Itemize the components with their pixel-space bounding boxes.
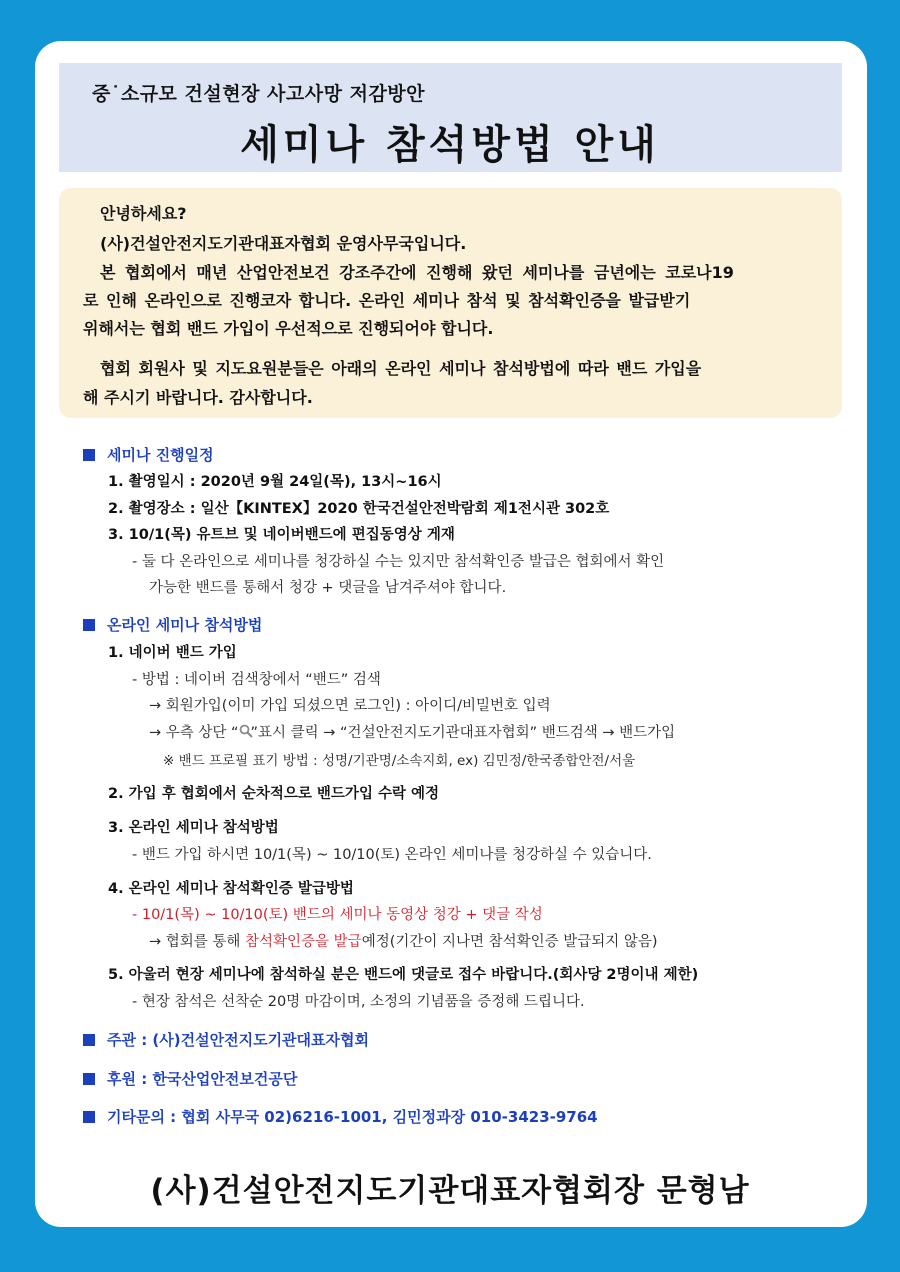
host-line: 주관 : (사)건설안전지도기관대표자협회 [83, 1029, 369, 1050]
search-icon [239, 724, 251, 736]
method-step: 1. 네이버 밴드 가입 [108, 645, 237, 661]
method-step: 2. 가입 후 협회에서 순차적으로 밴드가입 수락 예정 [108, 786, 440, 802]
method-detail: → 협회를 통해 참석확인증을 발급예정(기간이 지나면 참석확인증 발급되지 않음) [149, 934, 658, 950]
bullet-square-icon [83, 1073, 95, 1085]
method-detail-highlight: - 10/1(목) ~ 10/10(토) 밴드의 세미나 동영상 청강 + 댓글 작성 [132, 907, 543, 923]
method-note: ※ 밴드 프로필 표기 방법 : 성명/기관명/소속지회, ex) 김민정/한국종합안전/서울 [163, 753, 636, 769]
page-title: 세미나 참석방법 안내 [240, 122, 660, 168]
schedule-note: - 둘 다 온라인으로 세미나를 청강하실 수는 있지만 참석확인증 발급은 협회에서 확인 [132, 554, 665, 570]
intro-line: 위해서는 협회 밴드 가입이 우선적으로 진행되어야 합니다. [83, 319, 494, 338]
method-step: 3. 온라인 세미나 참석방법 [108, 820, 279, 836]
method-detail: - 밴드 가입 하시면 10/1(목) ~ 10/10(토) 온라인 세미나를 청강하실 수 있습니다. [132, 847, 652, 863]
intro-greeting: 안녕하세요? [100, 204, 187, 223]
intro-line: (사)건설안전지도기관대표자협회 운영사무국입니다. [100, 234, 467, 253]
method-detail: → 회원가입(이미 가입 되셨으면 로그인) : 아이디/비밀번호 입력 [149, 698, 551, 714]
method-detail: - 방법 : 네이버 검색창에서 “밴드” 검색 [132, 672, 381, 688]
schedule-item: 2. 촬영장소 : 일산【KINTEX】2020 한국건설안전박람회 제1전시관 302호 [108, 501, 610, 517]
bullet-square-icon [83, 449, 95, 461]
header-subtitle: 중˙소규모 건설현장 사고사망 저감방안 [92, 83, 426, 105]
contact-line: 기타문의 : 협회 사무국 02)6216-1001, 김민정과장 010-3423-9764 [83, 1106, 598, 1127]
method-detail: → 우측 상단 “ ”표시 클릭 → “건설안전지도기관대표자협회” 밴드검색 → 밴드가입 [149, 725, 676, 741]
highlight-text: 참석확인증을 발급 [245, 934, 362, 950]
bullet-square-icon [83, 619, 95, 631]
method-step: 5. 아울러 현장 세미나에 참석하실 분은 밴드에 댓글로 접수 바랍니다.(회사당 2명이내 제한) [108, 967, 699, 983]
intro-line: 해 주시기 바랍니다. 감사합니다. [83, 388, 313, 407]
intro-line: 로 인해 온라인으로 진행코자 합니다. 온라인 세미나 참석 및 참석확인증을 발급받기 [83, 291, 691, 310]
schedule-note: 가능한 밴드를 통해서 청강 + 댓글을 남겨주셔야 합니다. [149, 580, 507, 596]
signature: (사)건설안전지도기관대표자협회장 문형남 [150, 1173, 750, 1209]
schedule-item: 1. 촬영일시 : 2020년 9월 24일(목), 13시~16시 [108, 474, 442, 490]
bullet-square-icon [83, 1111, 95, 1123]
bullet-square-icon [83, 1034, 95, 1046]
method-detail: - 현장 참석은 선착순 20명 마감이며, 소정의 기념품을 증정해 드립니다. [132, 994, 585, 1010]
sponsor-line: 후원 : 한국산업안전보건공단 [83, 1068, 297, 1089]
schedule-item: 3. 10/1(목) 유트브 및 네이버밴드에 편집동영상 게재 [108, 527, 455, 543]
intro-line: 협회 회원사 및 지도요원분들은 아래의 온라인 세미나 참석방법에 따라 밴드 가입을 [100, 359, 702, 378]
method-step: 4. 온라인 세미나 참석확인증 발급방법 [108, 881, 354, 897]
section-heading-method: 온라인 세미나 참석방법 [83, 614, 262, 635]
intro-line: 본 협회에서 매년 산업안전보건 강조주간에 진행해 왔던 세미나를 금년에는 코로나19 [100, 263, 734, 282]
section-heading-schedule: 세미나 진행일정 [83, 444, 214, 465]
